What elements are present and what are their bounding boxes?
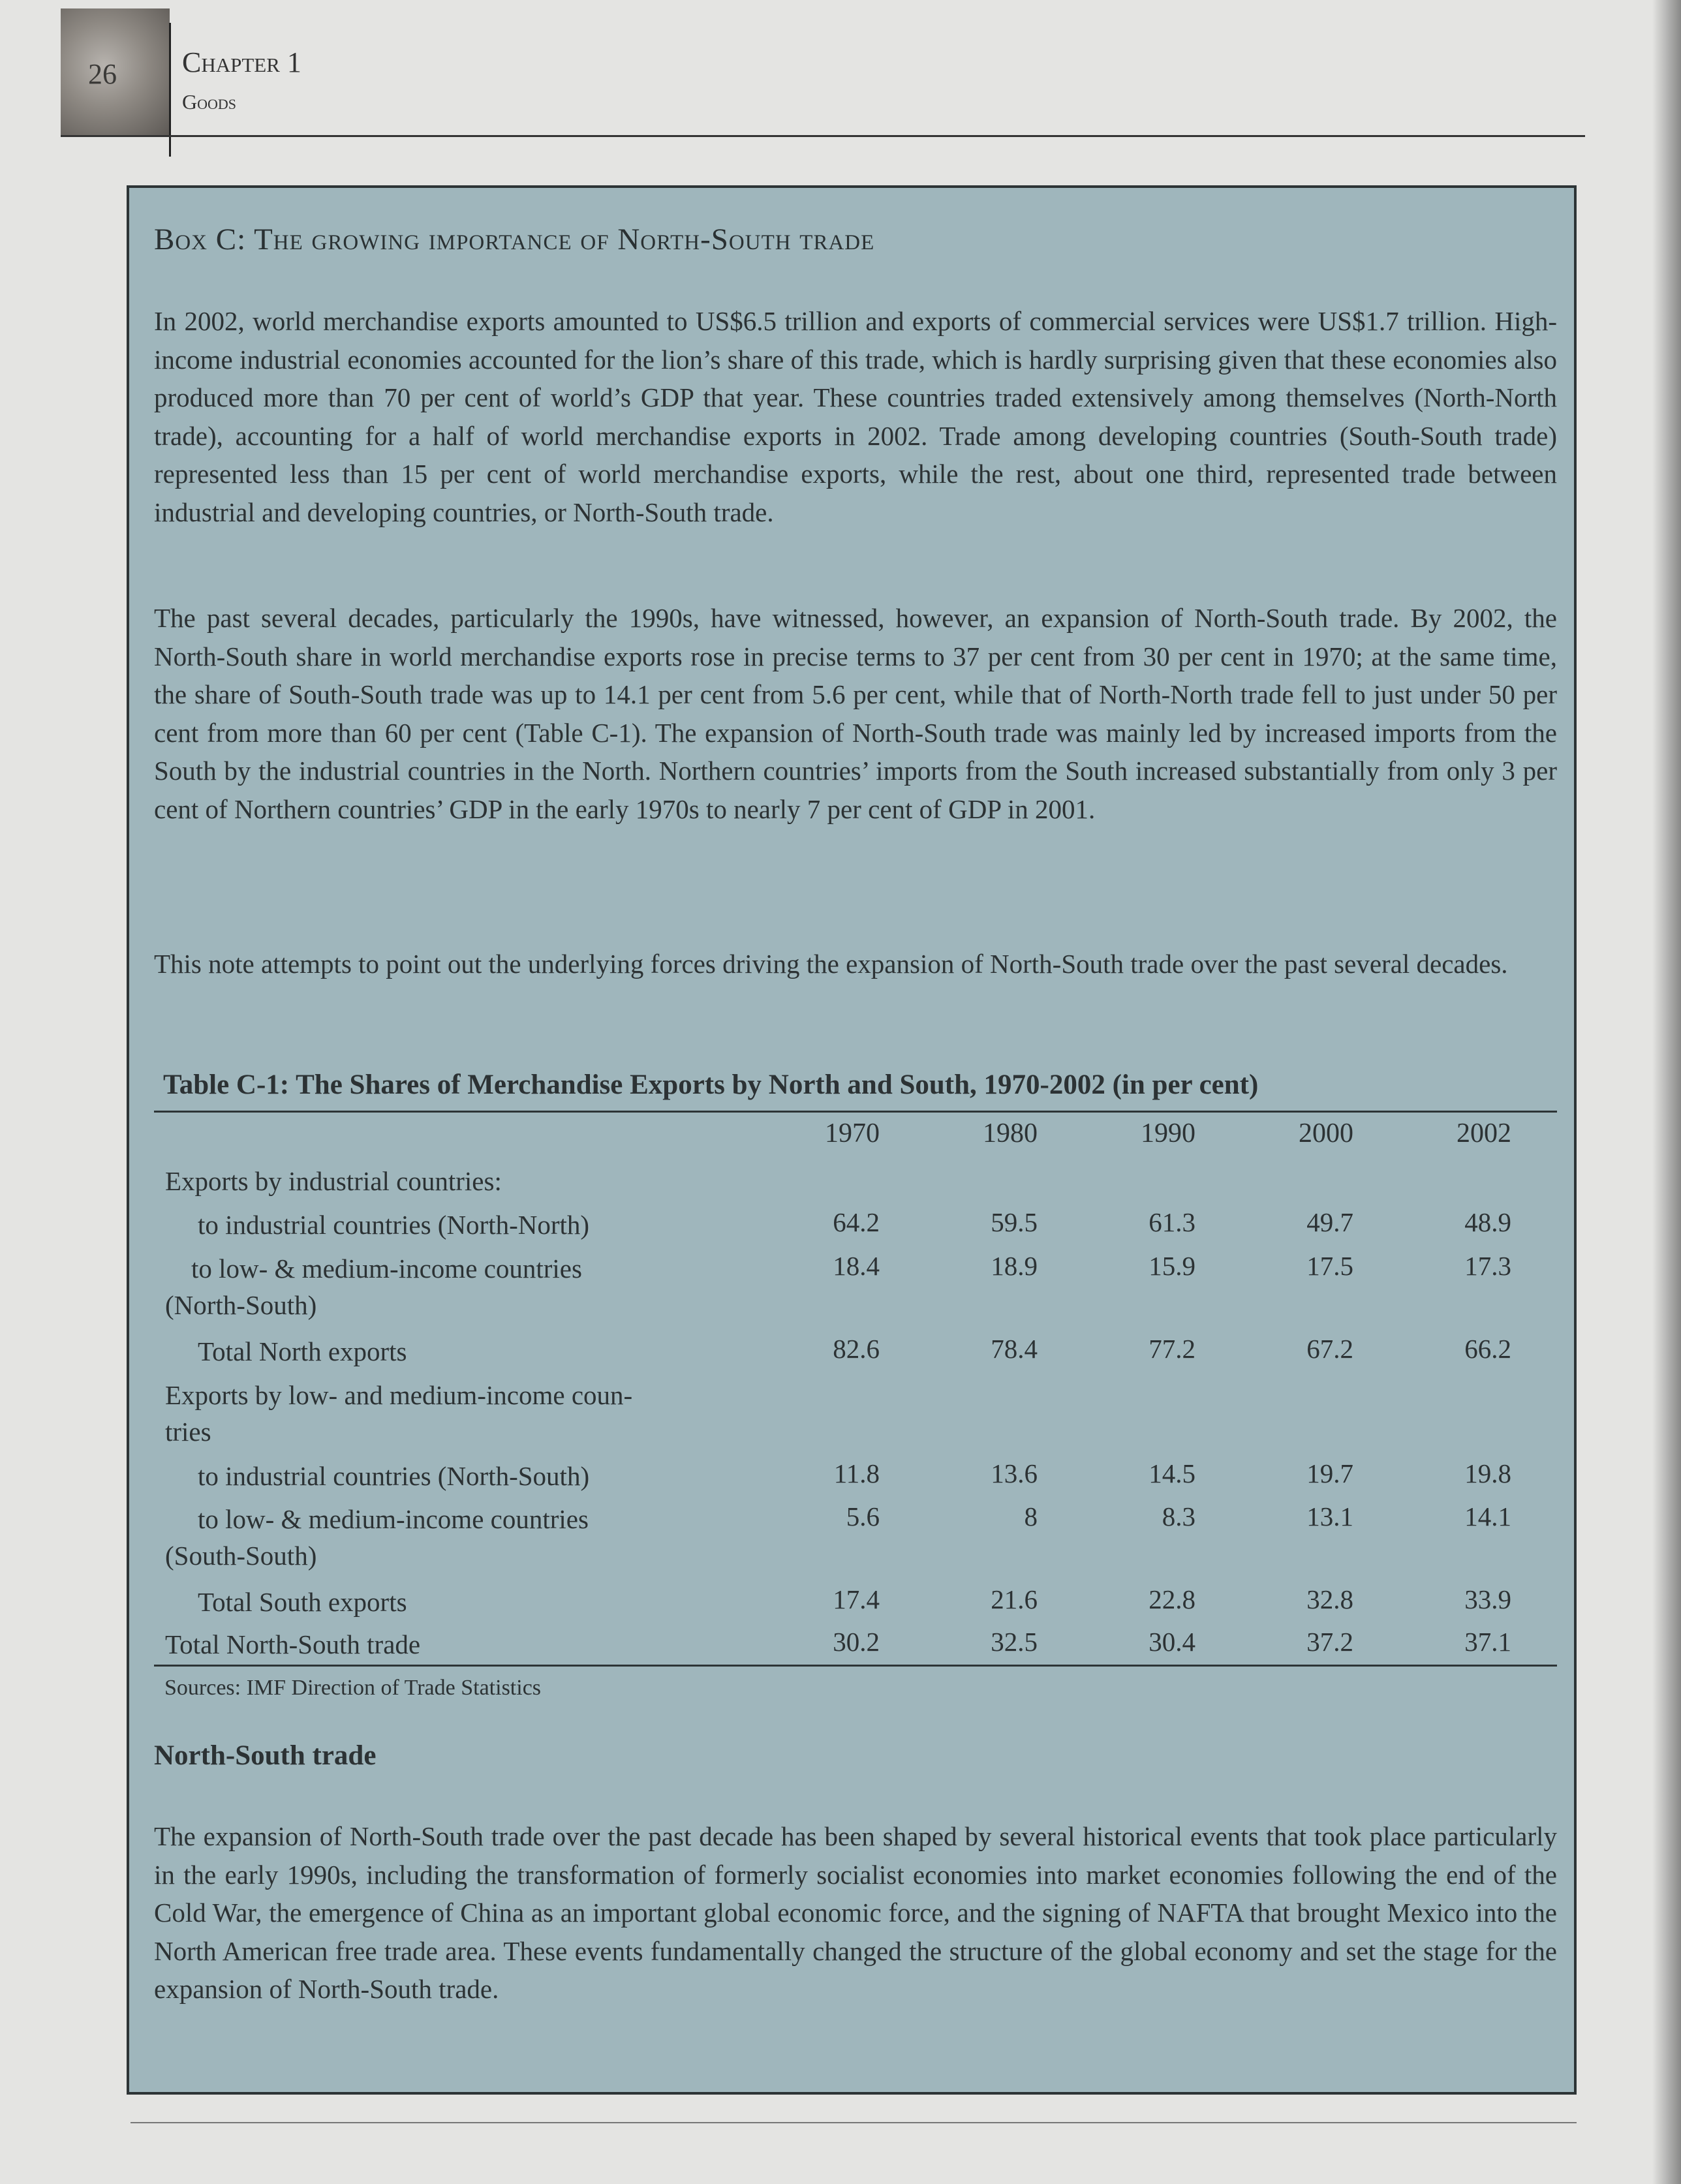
table-cell: 67.2 (1306, 1334, 1353, 1364)
table-cell: 77.2 (1149, 1334, 1195, 1364)
table-cell: 5.6 (846, 1501, 880, 1531)
year-header: 1970 (825, 1118, 880, 1148)
table-row-label-continued: (North-South) (165, 1290, 317, 1320)
table-cell: 8.3 (1162, 1501, 1195, 1531)
header-rule (61, 135, 1585, 137)
box-c (127, 185, 1577, 2095)
table-cell: 37.1 (1464, 1627, 1511, 1657)
table-cell: 18.9 (991, 1251, 1038, 1281)
year-header: 1980 (983, 1118, 1038, 1148)
page-edge-shadow (1652, 0, 1681, 2184)
section-label: Goods (182, 90, 237, 114)
table-cell: 19.7 (1306, 1458, 1353, 1488)
table-cell: 21.6 (991, 1584, 1038, 1614)
table-row-label: to industrial countries (North-South) (198, 1461, 590, 1491)
table-title: Table C-1: The Shares of Merchandise Exports by North and South, 1970-2002 (in per cent) (163, 1069, 1259, 1100)
table-row-label-continued: (South-South) (165, 1541, 317, 1571)
table-cell: 17.4 (833, 1584, 880, 1614)
paragraph-1: In 2002, world merchandise exports amounted to US$6.5 trillion and exports of commercial services were US$1.7 trillion. High-income industrial economies accounted for the lion’s share of this trade, which is hardly surprising given that these economies also produced more than 70 per cent of world’s GDP that year. These countries traded extensively among themselves (North-North trade), accounting for a half of world merchandise exports in 2002. Trade among developing countries (South-South trade) represented less than 15 per cent of world merchandise exports, while the rest, about one third, represented trade between industrial and developing countries, or North-South trade. (154, 306, 1557, 527)
table-cell: 11.8 (833, 1458, 880, 1488)
table-cell: 32.5 (991, 1627, 1038, 1657)
table-cell: 33.9 (1464, 1584, 1511, 1614)
table-cell: 49.7 (1306, 1207, 1353, 1237)
paragraph-2: The past several decades, particularly the 1990s, have witnessed, however, an expansion of North-South trade. By 2002, the North-South share in world merchandise exports rose in precise terms to 37 per cent from 30 per cent in 1970; at the same time, the share of South-South trade was up to 14.1 per cent from 5.6 per cent, while that of North-North trade fell to just under 50 per cent from more than 60 per cent (Table C-1). The expansion of North-South trade was mainly led by increased imports from the South by the industrial countries in the North. Northern countries’ imports from the South increased substantially from only 3 per cent of Northern countries’ GDP in the early 1970s to nearly 7 per cent of GDP in 2001. (154, 603, 1557, 824)
table-cell: 30.4 (1149, 1627, 1195, 1657)
table-cell: 22.8 (1149, 1584, 1195, 1614)
table-bottom-rule (154, 1665, 1557, 1667)
footer-rule (131, 2122, 1577, 2123)
closing-paragraph: The expansion of North-South trade over the past decade has been shaped by several historical events that took place particularly in the early 1990s, including the transformation of formerly socialist economies into market economies following the end of the Cold War, the emergence of China as an important global economic force, and the signing of NAFTA that brought Mexico into the North American free trade area. These events fundamentally changed the structure of the global economy and set the stage for the expansion of North-South trade. (154, 1821, 1557, 2004)
table-cell: 64.2 (833, 1207, 880, 1237)
section-subheading: North-South trade (154, 1740, 377, 1771)
chapter-label: Chapter 1 (182, 46, 301, 78)
table-cell: 14.1 (1464, 1501, 1511, 1531)
table-cell: 48.9 (1464, 1207, 1511, 1237)
table-cell: 59.5 (991, 1207, 1038, 1237)
table-cell: 82.6 (833, 1334, 880, 1364)
table-cell: 78.4 (991, 1334, 1038, 1364)
table-row-label: to low- & medium-income countries (198, 1504, 589, 1534)
table-cell: 66.2 (1464, 1334, 1511, 1364)
table-top-rule (154, 1111, 1557, 1113)
table-cell: 13.1 (1306, 1501, 1353, 1531)
box-title: Box C: The growing importance of North-South trade (154, 223, 875, 256)
table-row-label: Total South exports (198, 1587, 407, 1617)
year-header: 2000 (1299, 1118, 1353, 1148)
page-number: 26 (88, 58, 117, 90)
table-sources: Sources: IMF Direction of Trade Statistics (164, 1676, 542, 1700)
table-cell: 18.4 (833, 1251, 880, 1281)
table-cell: 17.3 (1464, 1251, 1511, 1281)
table-row-label: to low- & medium-income countries (191, 1253, 582, 1284)
table-row-label: Exports by low- and medium-income coun- (165, 1380, 633, 1410)
year-header: 1990 (1141, 1118, 1195, 1148)
table-cell: 14.5 (1149, 1458, 1195, 1488)
table-cell: 13.6 (991, 1458, 1038, 1488)
table-row-label: Total North exports (198, 1336, 407, 1366)
table-row-label: Total North-South trade (165, 1629, 421, 1659)
table-row-label: to industrial countries (North-North) (198, 1210, 590, 1240)
table-cell: 15.9 (1149, 1251, 1195, 1281)
paragraph-3: This note attempts to point out the underlying forces driving the expansion of North-South trade over the past several decades. (154, 949, 1508, 979)
table-cell: 17.5 (1306, 1251, 1353, 1281)
table-cell: 8 (1024, 1501, 1038, 1531)
year-header: 2002 (1457, 1118, 1511, 1148)
table-row-label: Exports by industrial countries: (165, 1166, 502, 1196)
table-cell: 30.2 (833, 1627, 880, 1657)
table-cell: 61.3 (1149, 1207, 1195, 1237)
table-row-label-continued: tries (165, 1417, 211, 1447)
table-cell: 32.8 (1306, 1584, 1353, 1614)
table-cell: 37.2 (1306, 1627, 1353, 1657)
table-cell: 19.8 (1464, 1458, 1511, 1488)
